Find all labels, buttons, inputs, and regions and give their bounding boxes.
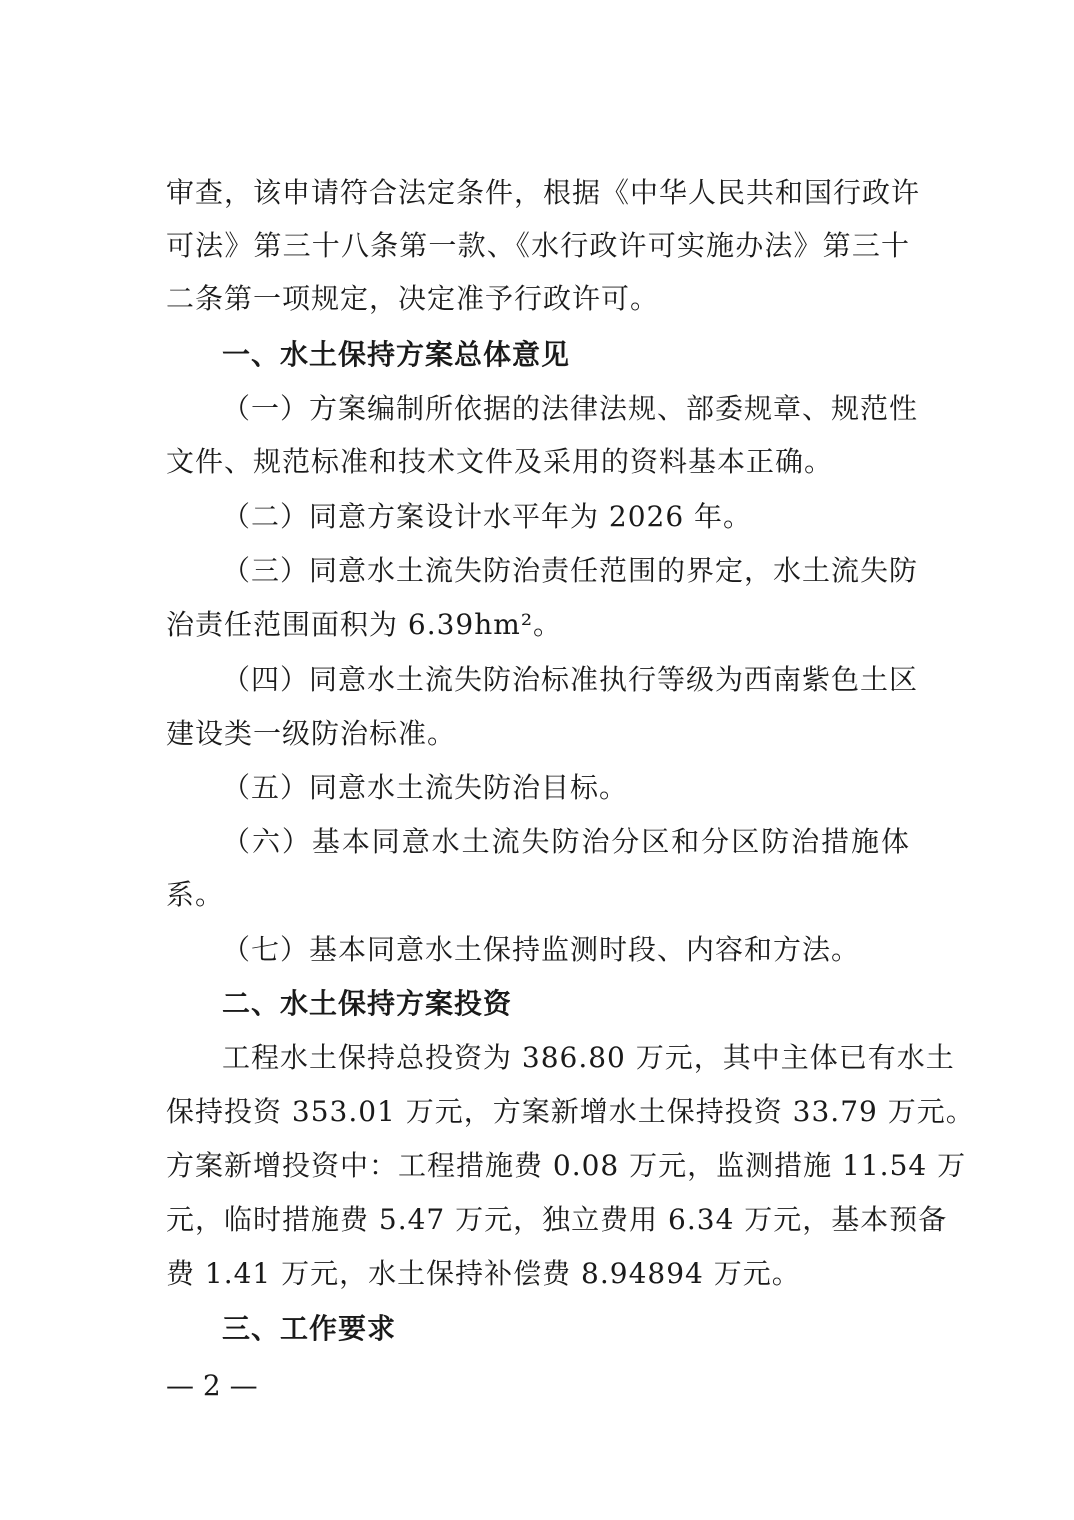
body-text-line: 治责任范围面积为 6.39hm²。 bbox=[166, 608, 563, 641]
body-text-line: （一）方案编制所依据的法律法规、部委规章、规范性 bbox=[222, 392, 919, 425]
body-text-line: 可法》第三十八条第一款、《水行政许可实施办法》第三十 bbox=[166, 229, 910, 262]
body-text-line: （三）同意水土流失防治责任范围的界定，水土流失防 bbox=[222, 554, 919, 587]
body-text-line: （四）同意水土流失防治标准执行等级为西南紫色土区 bbox=[222, 663, 919, 696]
body-text-line: （六）基本同意水土流失防治分区和分区防治措施体 bbox=[222, 825, 910, 858]
body-text-line: 费 1.41 万元，水土保持补偿费 8.94894 万元。 bbox=[166, 1257, 801, 1290]
body-text-line: （七）基本同意水土保持监测时段、内容和方法。 bbox=[222, 933, 861, 966]
body-text-line: 保持投资 353.01 万元，方案新增水土保持投资 33.79 万元。 bbox=[166, 1095, 975, 1128]
body-text-line: （五）同意水土流失防治目标。 bbox=[222, 771, 629, 804]
body-text-line: 二条第一项规定，决定准予行政许可。 bbox=[166, 282, 660, 315]
body-text-line: 审查，该申请符合法定条件，根据《中华人民共和国行政许 bbox=[166, 176, 921, 209]
body-text-line: 建设类一级防治标准。 bbox=[166, 717, 457, 750]
body-text-line: 系。 bbox=[166, 878, 225, 911]
body-text-line: （二）同意方案设计水平年为 2026 年。 bbox=[222, 500, 753, 533]
section-heading: 三、工作要求 bbox=[222, 1312, 397, 1345]
body-text-line: 元，临时措施费 5.47 万元，独立费用 6.34 万元，基本预备 bbox=[166, 1203, 948, 1236]
page-number: — 2 — bbox=[166, 1369, 258, 1402]
section-heading: 二、水土保持方案投资 bbox=[222, 987, 513, 1020]
body-text-line: 工程水土保持总投资为 386.80 万元，其中主体已有水土 bbox=[222, 1041, 955, 1074]
section-heading: 一、水土保持方案总体意见 bbox=[222, 338, 571, 371]
body-text-line: 文件、规范标准和技术文件及采用的资料基本正确。 bbox=[166, 445, 834, 478]
body-text-line: 方案新增投资中：工程措施费 0.08 万元，监测措施 11.54 万 bbox=[166, 1149, 967, 1182]
